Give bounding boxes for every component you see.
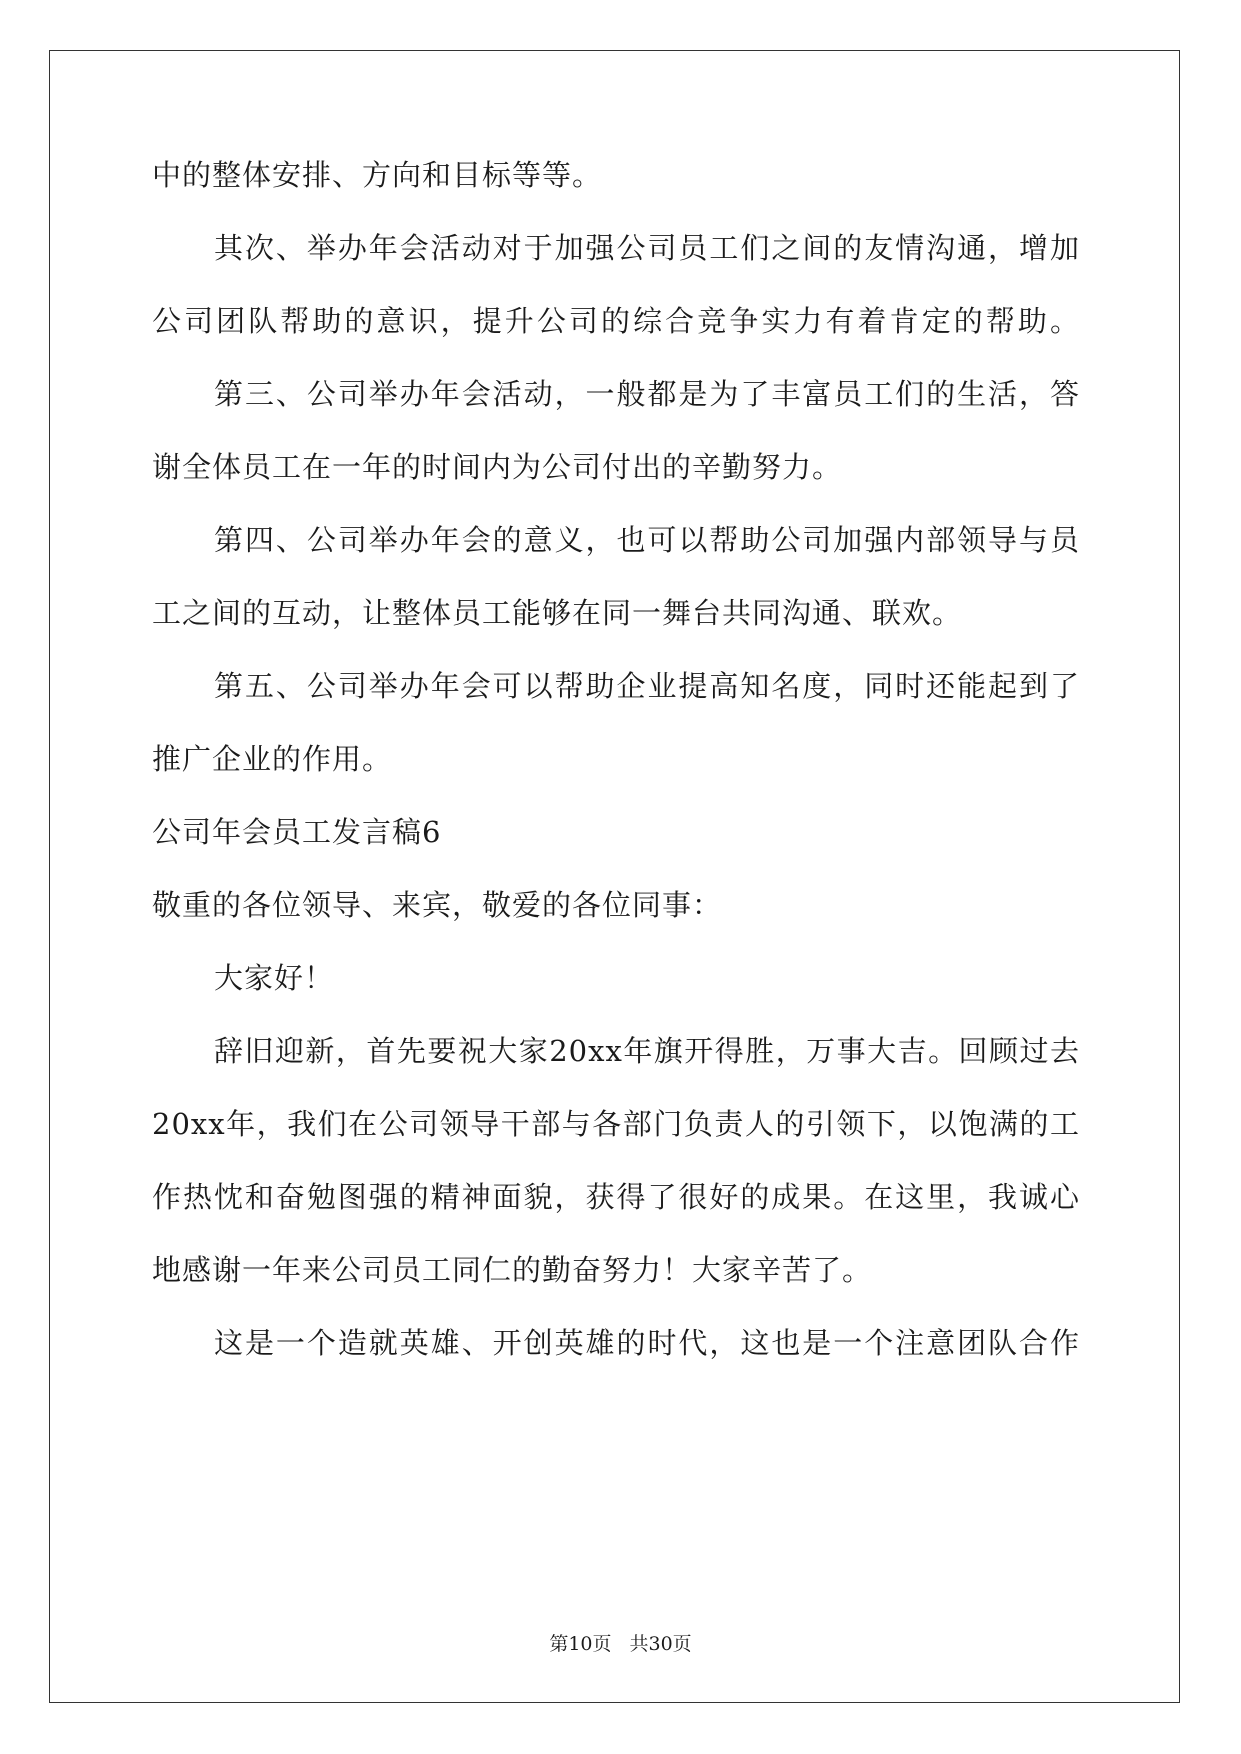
text-line-1: 中的整体安排、方向和目标等等。	[152, 158, 603, 192]
section-heading: 公司年会员工发言稿6	[152, 815, 442, 849]
page-number: 第10页	[549, 1633, 612, 1655]
text-line-2: 其次、举办年会活动对于加强公司员工们之间的友情沟通，增加	[214, 231, 1080, 265]
page-total: 共30页	[629, 1633, 692, 1655]
text-line-13: 辞旧迎新，首先要祝大家20xx年旗开得胜，万事大吉。回顾过去	[214, 1034, 1080, 1068]
text-line-7: 工之间的互动，让整体员工能够在同一舞台共同沟通、联欢。	[152, 596, 963, 630]
page-border	[49, 50, 1180, 1703]
text-line-17: 这是一个造就英雄、开创英雄的时代，这也是一个注意团队合作	[214, 1326, 1080, 1360]
greeting: 大家好！	[214, 961, 335, 995]
text-line-8: 第五、公司举办年会可以帮助企业提高知名度，同时还能起到了	[214, 669, 1080, 703]
salutation: 敬重的各位领导、来宾，敬爱的各位同事：	[152, 888, 723, 922]
text-line-16: 地感谢一年来公司员工同仁的勤奋努力！大家辛苦了。	[152, 1253, 873, 1287]
text-line-6: 第四、公司举办年会的意义，也可以帮助公司加强内部领导与员	[214, 523, 1080, 557]
text-line-4: 第三、公司举办年会活动，一般都是为了丰富员工们的生活，答	[214, 377, 1080, 411]
text-line-15: 作热忱和奋勉图强的精神面貌，获得了很好的成果。在这里，我诚心	[152, 1180, 1080, 1214]
page-footer	[0, 1632, 1241, 1656]
text-line-5: 谢全体员工在一年的时间内为公司付出的辛勤努力。	[152, 450, 843, 484]
text-line-9: 推广企业的作用。	[152, 742, 393, 776]
text-line-3: 公司团队帮助的意识，提升公司的综合竞争实力有着肯定的帮助。	[152, 304, 1080, 338]
text-line-14: 20xx年，我们在公司领导干部与各部门负责人的引领下，以饱满的工	[152, 1107, 1080, 1141]
